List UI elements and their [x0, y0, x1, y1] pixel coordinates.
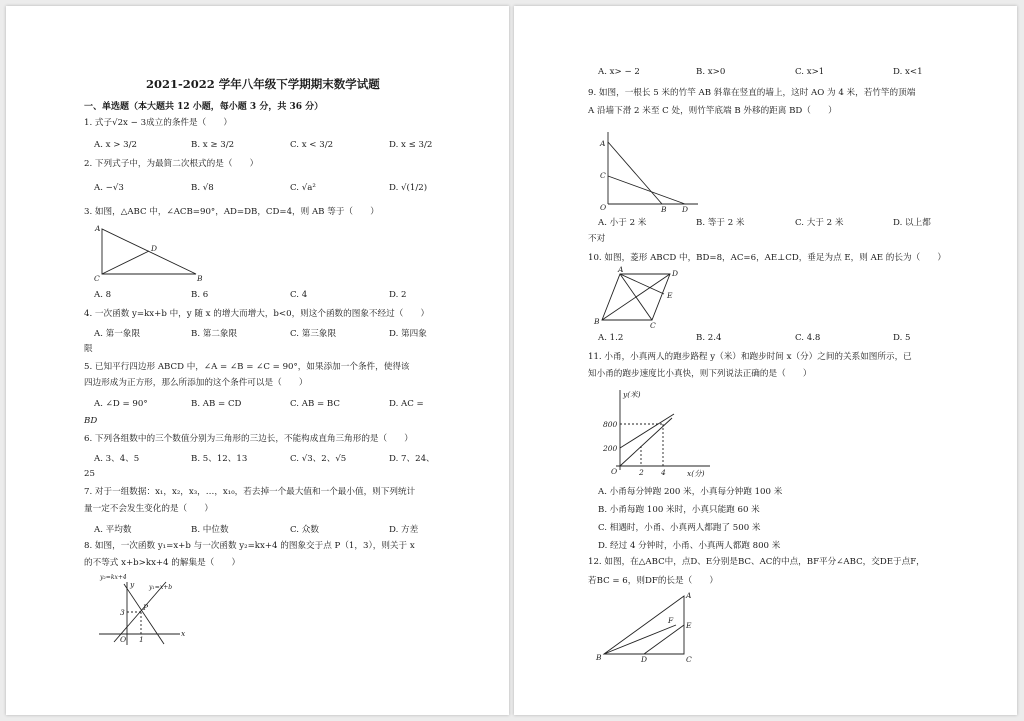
q4-option-a: A. 第一象限 [94, 329, 141, 339]
question-4: 4. 一次函数 y=kx+b 中，y 随 x 的增大而增大，b<0，则这个函数的图象不经过（ ） [84, 309, 430, 319]
q4-option-d: D. 第四象 [389, 329, 427, 339]
exam-title: 2021-2022 学年八年级下学期期末数学试题 [146, 77, 380, 91]
question-9-line2: A 沿墙下滑 2 米至 C 处，则竹竿底端 B 外移的距离 BD（ ） [588, 106, 837, 116]
question-11-line1: 11. 小甬，小真两人的跑步路程 y（米）和跑步时间 x（分）之间的关系如图所示，已 [588, 352, 912, 362]
question-8-line2: 的不等式 x+b>kx+4 的解集是（ ） [84, 558, 241, 568]
label-b: B [596, 653, 602, 662]
label-a: A [686, 591, 692, 600]
q10-option-c: C. 4.8 [795, 333, 821, 343]
q11-option-b: B. 小甬每跑 100 米时，小真只能跑 60 米 [598, 505, 760, 515]
q9-option-b: B. 等于 2 米 [696, 218, 745, 228]
question-8-line1: 8. 如图，一次函数 y₁=x+b 与一次函数 y₂=kx+4 的图象交于点 P（1，3），则关于 x [84, 541, 415, 551]
q10-option-a: A. 1.2 [598, 333, 624, 343]
question-11-line2: 知小甬的跑步速度比小真快，则下列说法正确的是（ ） [588, 369, 812, 379]
question-12-line1: 12. 如图，在△ABC中，点D、E分别是BC、AC的中点，BF平分∠ABC，交DE于点F， [588, 557, 925, 567]
q1-option-d: D. x ≤ 3/2 [389, 140, 433, 150]
q4-option-b: B. 第二象限 [191, 329, 238, 339]
question-6: 6. 下列各组数中的三个数值分别为三角形的三边长，不能构成直角三角形的是（ ） [84, 434, 413, 444]
label-y1: y₁=x+b [149, 584, 173, 591]
question-5-line1: 5. 已知平行四边形 ABCD 中，∠A = ∠B = ∠C = 90°，如果添加一个条件，使得该 [84, 362, 410, 372]
q6-option-c: C. √3、2、√5 [290, 454, 347, 464]
q11-graph-figure [598, 386, 718, 478]
label-e: E [686, 621, 692, 630]
label-2: 2 [639, 468, 644, 477]
q2-option-d: D. √(1/2) [389, 183, 428, 193]
question-10: 10. 如图，菱形 ABCD 中，BD=8，AC=6，AE⊥CD，垂足为点 E，则 AE 的长为（ ） [588, 253, 946, 263]
label-1: 1 [139, 635, 144, 644]
q5-option-c: C. AB = BC [290, 399, 340, 409]
label-o: O [600, 203, 607, 212]
question-12-line2: 若BC = 6，则DF的长是（ ） [588, 576, 718, 586]
label-a: A [618, 265, 624, 274]
label-d: D [672, 269, 679, 278]
label-c: C [686, 655, 692, 664]
line-fast [620, 418, 672, 466]
triangle-abc [604, 596, 684, 654]
q8-option-b: B. x>0 [696, 67, 726, 77]
q3-triangle-figure [90, 223, 203, 283]
q2-option-a: A. −√3 [94, 183, 124, 193]
q9-option-a: A. 小于 2 米 [598, 218, 647, 228]
question-7-line2: 量一定不会发生变化的是（ ） [84, 504, 213, 514]
pole-ab [608, 142, 662, 204]
q7-option-b: B. 中位数 [191, 525, 229, 535]
exam-page-right [514, 6, 1017, 715]
q10-option-d: D. 5 [893, 333, 911, 343]
label-f: F [668, 616, 674, 625]
q2-option-c: C. √a² [290, 183, 316, 193]
question-5-line2: 四边形成为正方形，那么所添加的这个条件可以是（ ） [84, 378, 308, 388]
q4-option-c: C. 第三象限 [290, 329, 337, 339]
q6-option-b: B. 5、12、13 [191, 454, 248, 464]
label-y: y(米) [623, 390, 641, 399]
q3-option-c: C. 4 [290, 290, 308, 300]
q10-rhombus-figure [594, 265, 679, 330]
q9-ladder-figure [598, 126, 708, 214]
label-y: y [130, 580, 135, 589]
label-800: 800 [603, 420, 618, 429]
q8-option-c: C. x>1 [795, 67, 825, 77]
label-o: O [120, 635, 127, 644]
median-cd [102, 251, 149, 274]
q1-option-a: A. x > 3/2 [94, 140, 138, 150]
q7-option-c: C. 众数 [290, 525, 319, 535]
exam-page-left [6, 6, 509, 715]
label-x: x [181, 629, 186, 638]
q1-option-b: B. x ≥ 3/2 [191, 140, 235, 150]
line-y2 [124, 584, 164, 644]
label-y2: y₂=kx+4 [100, 574, 127, 581]
label-p: P [143, 603, 149, 612]
q12-triangle-figure [598, 592, 698, 664]
label-b: B [197, 274, 203, 283]
q3-option-b: B. 6 [191, 290, 209, 300]
q8-graph-figure [94, 572, 189, 648]
label-200: 200 [603, 444, 618, 453]
q5-option-a: A. ∠D = 90° [94, 399, 148, 409]
bisector-bf [604, 625, 676, 654]
label-d: D [151, 244, 158, 253]
label-4: 4 [661, 468, 666, 477]
label-b: B [661, 205, 667, 214]
question-3: 3. 如图，△ABC 中，∠ACB=90°，AD=DB，CD=4，则 AB 等于（ ） [84, 207, 379, 217]
question-1: 1. 式子√2x − 3成立的条件是（ ） [84, 118, 232, 128]
q11-option-c: C. 相遇时，小甬、小真两人都跑了 500 米 [598, 523, 761, 533]
q6-option-d-wrap: 25 [84, 469, 95, 479]
pole-cd [608, 176, 685, 204]
q4-option-d-wrap: 限 [84, 344, 93, 354]
q9-option-d-wrap: 不对 [588, 234, 606, 244]
q8-option-d: D. x<1 [893, 67, 923, 77]
label-x: x(分) [687, 469, 705, 478]
label-a: A [600, 139, 606, 148]
q3-option-a: A. 8 [94, 290, 112, 300]
q11-option-d: D. 经过 4 分钟时，小甬、小真两人都跑 800 米 [598, 541, 781, 551]
q7-option-d: D. 方差 [389, 525, 419, 535]
line-slow [620, 414, 674, 448]
q6-option-a: A. 3、4、5 [94, 454, 140, 464]
section-heading: 一、单选题（本大题共 12 小题，每小题 3 分，共 36 分） [84, 102, 324, 112]
q2-option-b: B. √8 [191, 183, 214, 193]
q3-option-d: D. 2 [389, 290, 407, 300]
label-b: B [594, 317, 600, 326]
label-d: D [682, 205, 689, 214]
q11-option-a: A. 小甬每分钟跑 200 米，小真每分钟跑 100 米 [598, 487, 783, 497]
q5-option-d: D. AC = [389, 399, 424, 409]
q7-option-a: A. 平均数 [94, 525, 132, 535]
q9-option-d: D. 以上都 [893, 218, 931, 228]
label-c: C [94, 274, 100, 283]
q5-option-b: B. AB = CD [191, 399, 242, 409]
label-c: C [650, 321, 656, 330]
q1-option-c: C. x < 3/2 [290, 140, 334, 150]
question-2: 2. 下列式子中，为最简二次根式的是（ ） [84, 159, 259, 169]
q9-option-c: C. 大于 2 米 [795, 218, 844, 228]
q5-option-d-wrap: BD [84, 416, 98, 426]
q10-option-b: B. 2.4 [696, 333, 722, 343]
label-3: 3 [120, 608, 125, 617]
label-e: E [667, 291, 673, 300]
q8-option-a: A. x> − 2 [598, 67, 640, 77]
label-o: O [611, 467, 618, 476]
question-7-line1: 7. 对于一组数据：x₁，x₂，x₃，…，x₁₀，若去掉一个最大值和一个最小值，则下列统计 [84, 487, 416, 497]
question-9-line1: 9. 如图，一根长 5 米的竹竿 AB 斜靠在竖直的墙上，这时 AO 为 4 米，若竹竿的顶端 [588, 88, 916, 98]
label-d: D [641, 655, 648, 664]
label-a: A [95, 224, 101, 233]
q6-option-d: D. 7、24、 [389, 454, 435, 464]
label-c: C [600, 171, 606, 180]
